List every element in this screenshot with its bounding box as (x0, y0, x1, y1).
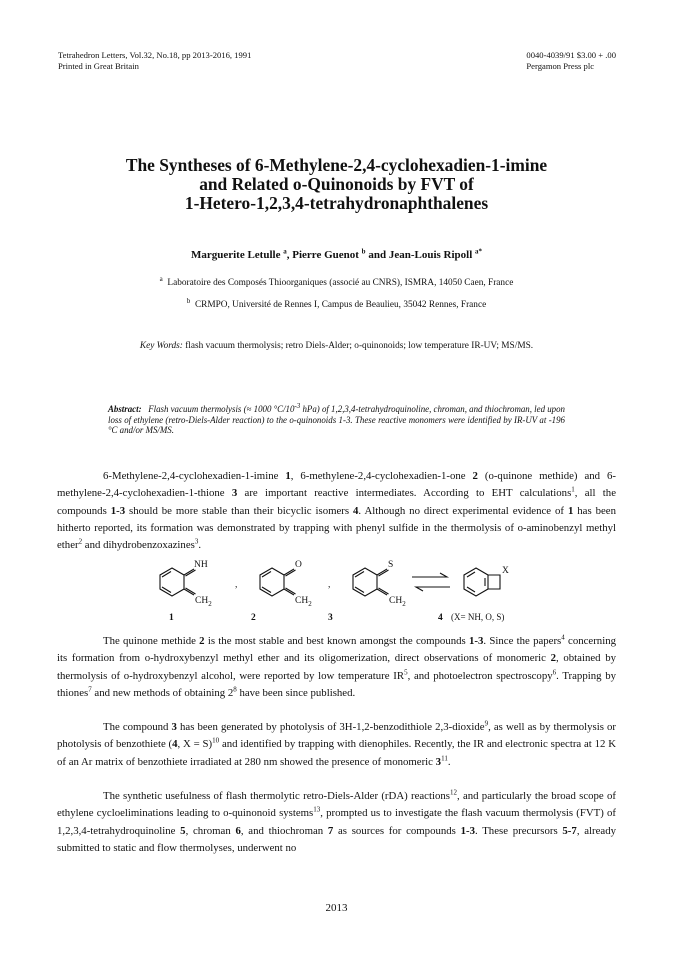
abstract-text: Flash vacuum thermolysis (≈ 1000 °C/10 (148, 404, 295, 414)
atom-label: $CH_2$ (295, 596, 312, 608)
keywords-label: Key Words: (139, 341, 183, 351)
keywords-text: flash vacuum thermolysis; retro Diels-Alder; o-quinonoids; low temperature IR-UV; MS/MS. (185, 341, 534, 351)
structure-1 (160, 568, 196, 596)
compound-label-1: 1 (169, 613, 174, 623)
reaction-scheme (140, 556, 560, 626)
atom-label: $CH_2$ (389, 596, 406, 608)
author-sep: and (365, 249, 389, 261)
affil-mark: b (186, 296, 191, 305)
publisher: Pergamon Press plc (526, 61, 595, 71)
author-name: Marguerite Letulle (190, 249, 281, 261)
journal-header (58, 50, 251, 72)
title-line-3: 1-Hetero-1,2,3,4-tetrahydronaphthalenes (184, 193, 489, 213)
atom-label: X (502, 566, 509, 576)
affil-text: Laboratoire des Composés Thioorganiques (associé au CNRS), ISMRA, 14050 Caen, France (167, 278, 514, 288)
affiliation-b (60, 296, 613, 310)
author-affil-mark: a* (475, 247, 483, 256)
author-affil-mark: b (361, 247, 366, 256)
paper-title (60, 156, 613, 213)
author-name: Jean-Louis Ripoll (388, 249, 473, 261)
equilibrium-arrows (412, 573, 450, 591)
affil-text: CRMPO, Université de Rennes I, Campus de Beaulieu, 35042 Rennes, France (194, 300, 487, 310)
affil-mark: a (159, 274, 163, 283)
abstract-text: hPa) of 1,2,3,4-tetrahydroquinoline, chroman, and thiochroman, led upon loss of ethylene (retro-Diels-Alder reaction) to the o-quinonoids 1-3. These reactive monomers were identified by IR-UV at -196 °C and/or MS/MS. (108, 404, 565, 436)
abstract-sup: -3 (294, 402, 301, 411)
abstract-label: Abstract: (108, 404, 142, 414)
separator-comma: , (235, 580, 238, 590)
paragraph-4: The synthetic usefulness of flash thermolytic retro-Diels-Alder (rDA) reactions$^{12}$, and particularly the broad scope of ethylene cycloeliminations leading to o-quinonoid systems$^{13}$, prompted us to investigate the flash vacuum thermolysis (FVT) of 1,2,3,4-tetrahydroquinoline 5, chroman 6, and thiochroman 7 as sources for compounds 1-3. These precursors 5-7, already submitted to static and flow thermolyses, underwent no (57, 788, 616, 854)
atom-label: S (388, 560, 394, 570)
atom-label: $CH_2$ (195, 596, 212, 608)
atom-label: O (295, 560, 302, 570)
page-number: 2013 (325, 902, 348, 914)
title-line-2: and Related o-Quinonoids by FVT of (199, 174, 474, 194)
paragraph-3: The compound 3 has been generated by photolysis of 3H-1,2-benzodithiole 2,3-dioxide$^9$, as well as by thermolysis or photolysis of benzothiete (4, X = S)$^{10}$ and identified by trapping with dienophiles. Recently, the IR and electronic spectra at 12 K of an Ar matrix of benzothiete irradiated at 280 nm showed the presence of monomeric $3^{11}$. (57, 719, 617, 768)
compound-4-note: (X= NH, O, S) (451, 612, 505, 622)
compound-label-2: 2 (251, 613, 256, 623)
printed-in: Printed in Great Britain (58, 61, 139, 71)
atom-label: NH (194, 560, 208, 570)
keywords (60, 341, 613, 351)
title-line-1: The Syntheses of 6-Methylene-2,4-cyclohexadien-1-imine (125, 155, 548, 175)
affiliation-a (60, 274, 613, 288)
author-name: Pierre Guenot (292, 249, 359, 261)
publisher-header (526, 50, 616, 72)
compound-label-4: 4 (438, 613, 443, 623)
separator-comma: , (328, 580, 331, 590)
journal-citation: Tetrahedron Letters, Vol.32, No.18, pp 2013-2016, 1991 (58, 50, 252, 60)
structure-2 (260, 568, 296, 596)
abstract (108, 404, 565, 436)
structure-4 (464, 568, 500, 596)
author-list (60, 249, 613, 261)
author-sep: , (286, 249, 293, 261)
compound-label-3: 3 (328, 613, 333, 623)
issn-price: 0040-4039/91 $3.00 + .00 (526, 50, 616, 60)
author-affil-mark: a (283, 247, 287, 256)
paragraph-2: The quinone methide 2 is the most stable and best known amongst the compounds 1-3. Since the papers$^4$ concerning its formation from o-hydroxybenzyl methyl ether and its oligomerization, direct observations of monomeric 2, obtained by thermolysis of o-hydroxybenzyl alcohol, were reported by low temperature $IR^5$, and photoelectron spectroscopy$^6$. Trapping by thiones$^7$ and new methods of obtaining $2^8$ have been since published. (57, 633, 617, 699)
structure-3 (353, 568, 389, 596)
paragraph-1: 6-Methylene-2,4-cyclohexadien-1-imine 1, 6-methylene-2,4-cyclohexadien-1-one 2 (o-quinone methide) and 6-methylene-2,4-cyclohexadien-1-thione 3 are important reactive intermediates. According to EHT calculations$^1$, all the compounds 1-3 should be more stable than their bicyclic isomers 4. Although no direct experimental evidence of 1 has been hitherto reported, its formation was demonstrated by trapping with phenyl sulfide in the thermolysis of o-aminobenzyl methyl ether$^2$ and dihydrobenzoxazines$^3$. (57, 470, 616, 552)
